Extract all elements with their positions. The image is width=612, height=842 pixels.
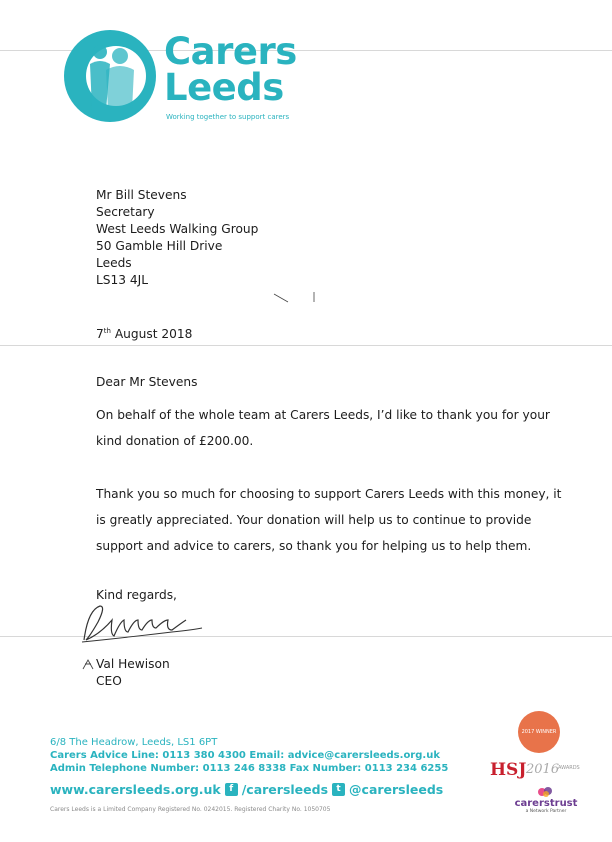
footer-contact <box>50 736 448 775</box>
carers-leeds-logo-icon <box>60 28 160 124</box>
salutation: Dear Mr Stevens <box>96 375 198 389</box>
carers-trust-logo-icon <box>536 786 556 798</box>
pen-scribble-icon <box>82 657 96 671</box>
footer-advice-line: Carers Advice Line: 0113 380 4300 Email: advice@carersleeds.org.uk <box>50 750 440 761</box>
date-day: 7 <box>96 327 104 342</box>
footer-web-row <box>50 782 443 797</box>
facebook-icon[interactable]: f <box>225 783 238 796</box>
brand-line-1: Carers <box>164 30 297 73</box>
registration-info: Carers Leeds is a Limited Company Registered No. 0242015. Registered Charity No. 1050705 <box>50 806 331 813</box>
recipient-line: LS13 4JL <box>96 273 149 287</box>
brand-line-2: Leeds <box>164 66 284 109</box>
hsj-logo: HSJ <box>490 760 527 780</box>
hsj-year: 2016 <box>526 762 560 777</box>
recipient-address <box>96 187 258 289</box>
date-rest: August 2018 <box>110 327 193 342</box>
closing: Kind regards, <box>96 588 177 602</box>
facebook-handle[interactable]: /carersleeds <box>241 782 329 797</box>
paper-fold-middle <box>0 345 612 346</box>
hsj-awards-label: AWARDS <box>558 765 580 771</box>
body-paragraph: On behalf of the whole team at Carers Leeds, I’d like to thank you for your kind donation of £200.00. <box>96 408 550 448</box>
body-paragraph: Thank you so much for choosing to support Carers Leeds with this money, it is greatly appreciated. Your donation will help us to continue to provide support and advice to carers, so thank you for helping us to help them. <box>96 487 562 553</box>
letter-date <box>96 323 192 343</box>
recipient-line: Secretary <box>96 205 155 219</box>
hsj-awards-badge <box>488 758 588 780</box>
recipient-line: West Leeds Walking Group <box>96 222 259 236</box>
footer-admin-line: Admin Telephone Number: 0113 246 8338 Fax Number: 0113 234 6255 <box>50 763 449 774</box>
recipient-line: Leeds <box>96 256 132 270</box>
date-suffix: th <box>103 327 111 335</box>
award-text: 2017 WINNER <box>521 729 557 735</box>
award-badge-icon <box>518 711 560 753</box>
carers-trust-sub: a Network Partner <box>525 809 567 814</box>
brand-name <box>164 30 297 109</box>
signatory-block <box>96 656 170 690</box>
carers-trust-badge <box>506 786 586 814</box>
twitter-icon[interactable]: t <box>332 783 345 796</box>
website-link[interactable]: www.carersleeds.org.uk <box>50 782 221 797</box>
twitter-handle[interactable]: @carersleeds <box>349 782 444 797</box>
recipient-line: 50 Gamble Hill Drive <box>96 239 223 253</box>
carers-trust-name: carerstrust <box>514 798 578 809</box>
pen-mark <box>272 290 322 306</box>
signatory-title: CEO <box>96 674 122 688</box>
footer-address: 6/8 The Headrow, Leeds, LS1 6PT <box>50 737 218 748</box>
signatory-name: Val Hewison <box>96 657 170 671</box>
recipient-line: Mr Bill Stevens <box>96 188 187 202</box>
handwritten-signature <box>78 596 208 648</box>
tagline: Working together to support carers <box>166 113 290 121</box>
